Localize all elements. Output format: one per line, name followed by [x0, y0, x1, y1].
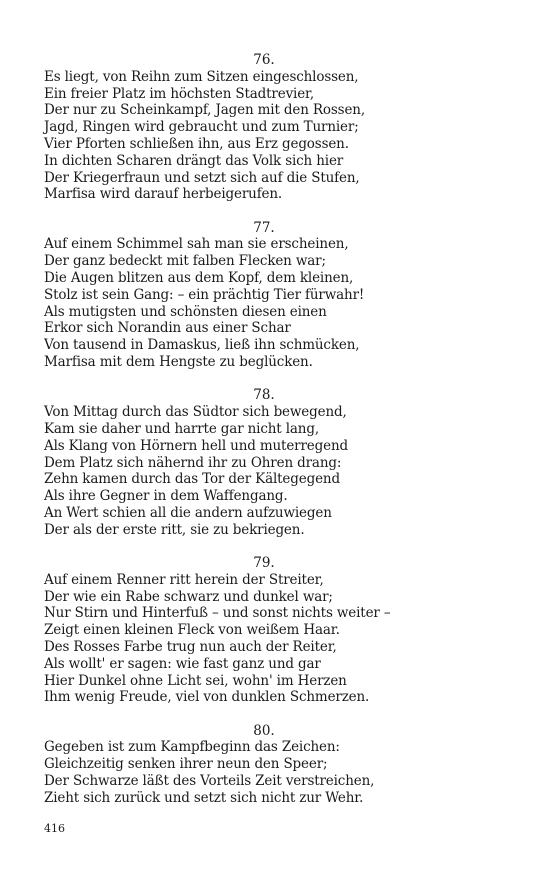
verse-line: Vier Pforten schließen ihn, aus Erz gegossen. — [44, 135, 349, 152]
poem-page — [44, 52, 484, 823]
verse-line: In dichten Scharen drängt das Volk sich hier — [44, 152, 344, 169]
verse-line: Zehn kamen durch das Tor der Kältegegend — [44, 471, 340, 488]
verse-line: Kam sie daher und harrte gar nicht lang, — [44, 420, 319, 437]
verse-line: Zieht sich zurück und setzt sich nicht zur Wehr. — [44, 789, 364, 806]
stanza-number: 76. — [253, 52, 275, 68]
verse-line: Von tausend in Damaskus, ließ ihn schmücken, — [44, 337, 360, 354]
verse-line: Der ganz bedeckt mit falben Flecken war; — [44, 253, 326, 270]
verse-line: Die Augen blitzen aus dem Kopf, dem kleinen, — [44, 270, 354, 287]
stanza-77 — [44, 220, 484, 371]
verse-line: Als Klang von Hörnern hell und muterregend — [44, 437, 348, 454]
verse-line: Der wie ein Rabe schwarz und dunkel war; — [44, 588, 333, 605]
stanza-76 — [44, 52, 484, 203]
verse-line: Der Kriegerfraun und setzt sich auf die Stufen, — [44, 169, 360, 186]
verse-line: Als wollt' er sagen: wie fast ganz und gar — [44, 655, 321, 672]
page-number: 416 — [44, 822, 65, 835]
verse-line: Des Rosses Farbe trug nun auch der Reiter, — [44, 639, 337, 655]
verse-line: Jagd, Ringen wird gebraucht und zum Turnier; — [44, 119, 359, 136]
verse-line: Zeigt einen kleinen Fleck von weißem Haar. — [44, 622, 340, 639]
stanza-number: 77. — [253, 219, 275, 236]
verse-line: Ihm wenig Freude, viel von dunklen Schmerzen. — [44, 689, 370, 706]
verse-line: Ein freier Platz im höchsten Stadtrevier, — [44, 85, 315, 102]
verse-line: Es liegt, von Reihn zum Sitzen eingeschlossen, — [44, 68, 359, 85]
verse-line: An Wert schien all die andern aufzuwiegen — [44, 504, 332, 521]
verse-line: Stolz ist sein Gang: – ein prächtig Tier fürwahr! — [44, 286, 365, 303]
verse-line: Von Mittag durch das Südtor sich bewegend, — [44, 404, 347, 421]
verse-line: Der als der erste ritt, sie zu bekriegen. — [44, 521, 305, 538]
stanza-80 — [44, 723, 484, 807]
verse-line: Hier Dunkel ohne Licht sei, wohn' im Herzen — [44, 672, 347, 689]
verse-line: Auf einem Renner ritt herein der Streiter, — [44, 571, 324, 588]
verse-line: Nur Stirn und Hinterfuß – und sonst nichts weiter – — [44, 605, 391, 622]
verse-line: Gleichzeitig senken ihrer neun den Speer; — [44, 756, 328, 773]
verse-line: Marfisa wird darauf herbeigerufen. — [44, 186, 283, 203]
verse-line: Marfisa mit dem Hengste zu beglücken. — [44, 354, 313, 371]
verse-line: Der nur zu Scheinkampf, Jagen mit den Rossen, — [44, 102, 365, 119]
verse-line: Erkor sich Norandin aus einer Schar — [44, 320, 291, 337]
verse-line: Der Schwarze läßt des Vorteils Zeit verstreichen, — [44, 773, 375, 790]
verse-line: Auf einem Schimmel sah man sie erscheinen, — [44, 236, 349, 253]
verse-line: Gegeben ist zum Kampfbeginn das Zeichen: — [44, 739, 340, 756]
stanza-number: 80. — [253, 722, 275, 739]
verse-line: Dem Platz sich nähernd ihr zu Ohren drang: — [44, 454, 342, 471]
stanza-number: 79. — [253, 555, 275, 572]
verse-line: Als mutigsten und schönsten diesen einen — [44, 303, 327, 320]
stanza-number: 78. — [253, 387, 275, 404]
stanza-78 — [44, 387, 484, 538]
verse-line: Als ihre Gegner in dem Waffengang. — [44, 488, 288, 505]
stanza-79 — [44, 555, 484, 706]
